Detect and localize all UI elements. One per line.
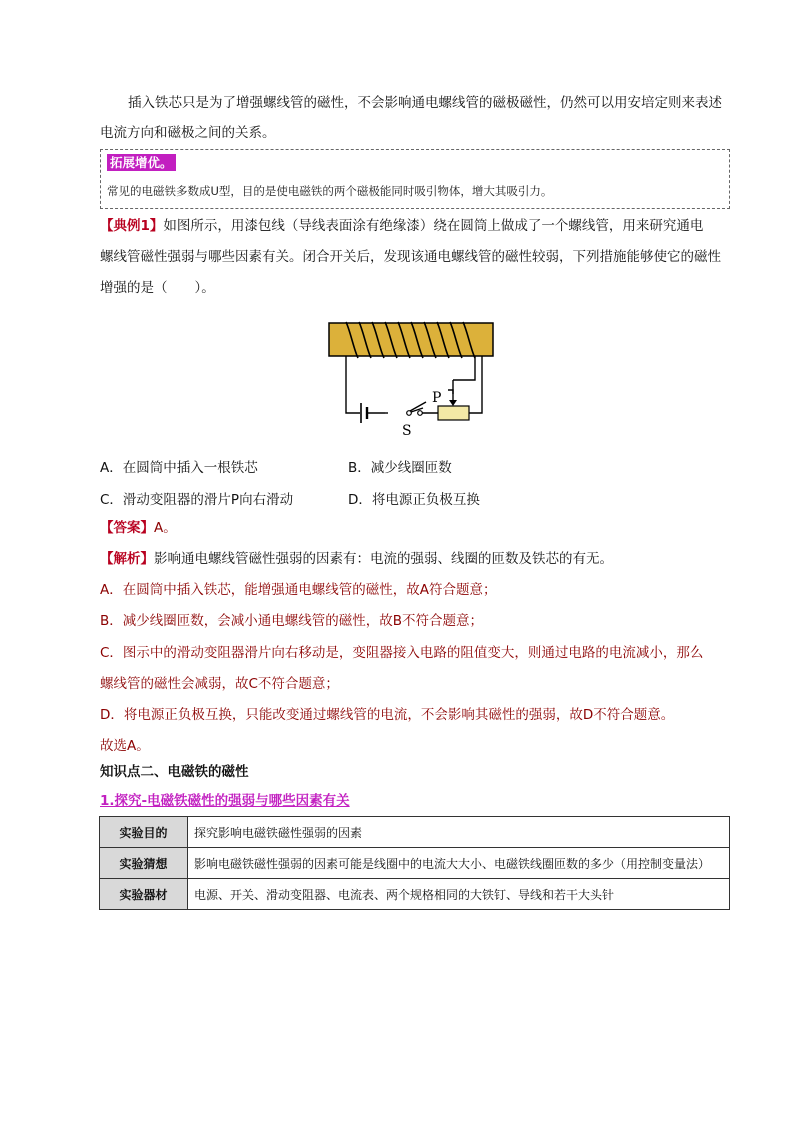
- table-row-head: 实验目的: [100, 817, 188, 848]
- example-line-3: 增强的是（ ）。: [100, 280, 215, 296]
- analysis-a: A．在圆筒中插入铁芯，能增强通电螺线管的磁性，故A符合题意；: [100, 582, 497, 598]
- analysis-lead: 影响通电螺线管磁性强弱的因素有：电流的强弱、线圈的匝数及铁芯的有无。: [154, 551, 613, 567]
- rheostat: [438, 406, 469, 420]
- section-title: 知识点二、电磁铁的磁性: [100, 764, 249, 780]
- table-row: [100, 817, 730, 848]
- option-b: B．减少线圈匝数: [348, 460, 452, 476]
- answer-line: [100, 518, 177, 538]
- table-row-body: 电源、开关、滑动变阻器、电流表、两个规格相同的大铁钉、导线和若干大头针: [188, 879, 730, 910]
- analysis-lead-line: [100, 549, 613, 569]
- example-text-1: 如图所示，用漆包线（导线表面涂有绝缘漆）绕在圆筒上做成了一个螺线管，用来研究通电: [163, 218, 704, 234]
- intro-line-2: 电流方向和磁极之间的关系。: [100, 125, 276, 141]
- answer-tag: 【答案】: [100, 520, 154, 536]
- slider-arrow: [449, 400, 457, 406]
- analysis-tag: 【解析】: [100, 551, 154, 567]
- extend-box-text: 常见的电磁铁多数成U型，目的是使电磁铁的两个磁极能同时吸引物体，增大其吸引力。: [107, 184, 553, 198]
- section-subtitle: 1.探究-电磁铁磁性的强弱与哪些因素有关: [100, 793, 350, 809]
- table-row-body: 探究影响电磁铁磁性强弱的因素: [188, 817, 730, 848]
- intro-line-1: 插入铁芯只是为了增强螺线管的磁性，不会影响通电螺线管的磁极磁性，仍然可以用安培定则来表述: [128, 95, 722, 111]
- table-row-head: 实验猜想: [100, 848, 188, 879]
- table-row-body: 影响电磁铁磁性强弱的因素可能是线圈中的电流大大小、电磁铁线圈匝数的多少（用控制变量法）: [188, 848, 730, 879]
- table-row: [100, 879, 730, 910]
- label-p: P: [432, 390, 442, 406]
- label-s: S: [402, 423, 412, 439]
- table-row-head: 实验器材: [100, 879, 188, 910]
- option-d: D．将电源正负极互换: [348, 492, 480, 508]
- extend-box: [100, 149, 730, 209]
- switch-contact-right: [418, 411, 423, 416]
- table-row: [100, 848, 730, 879]
- analysis-c-line-1: C．图示中的滑动变阻器滑片向右移动是，变阻器接入电路的阻值变大，则通过电路的电流减小，那么: [100, 645, 704, 661]
- example-tag: 【典例1】: [100, 218, 164, 234]
- example-line-1: [100, 216, 703, 236]
- example-line-2: 螺线管磁性强弱与哪些因素有关。闭合开关后，发现该通电螺线管的磁性较弱，下列措施能够使它的磁性: [100, 249, 721, 265]
- answer-value: A。: [154, 520, 177, 536]
- option-a: A．在圆筒中插入一根铁芯: [100, 460, 258, 476]
- analysis-c-line-2: 螺线管的磁性会减弱，故C不符合题意；: [100, 676, 339, 692]
- analysis-b: B．减少线圈匝数，会减小通电螺线管的磁性，故B不符合题意；: [100, 613, 484, 629]
- circuit-wires: [346, 356, 482, 413]
- analysis-d: D．将电源正负极互换，只能改变通过螺线管的电流，不会影响其磁性的强弱，故D不符合题意。: [100, 707, 675, 723]
- solenoid-circuit-diagram: [320, 312, 510, 446]
- analysis-choice: 故选A。: [100, 738, 150, 754]
- option-c: C．滑动变阻器的滑片P向右滑动: [100, 492, 294, 508]
- extend-box-title: 拓展增优。: [107, 154, 176, 171]
- experiment-table: [99, 816, 730, 910]
